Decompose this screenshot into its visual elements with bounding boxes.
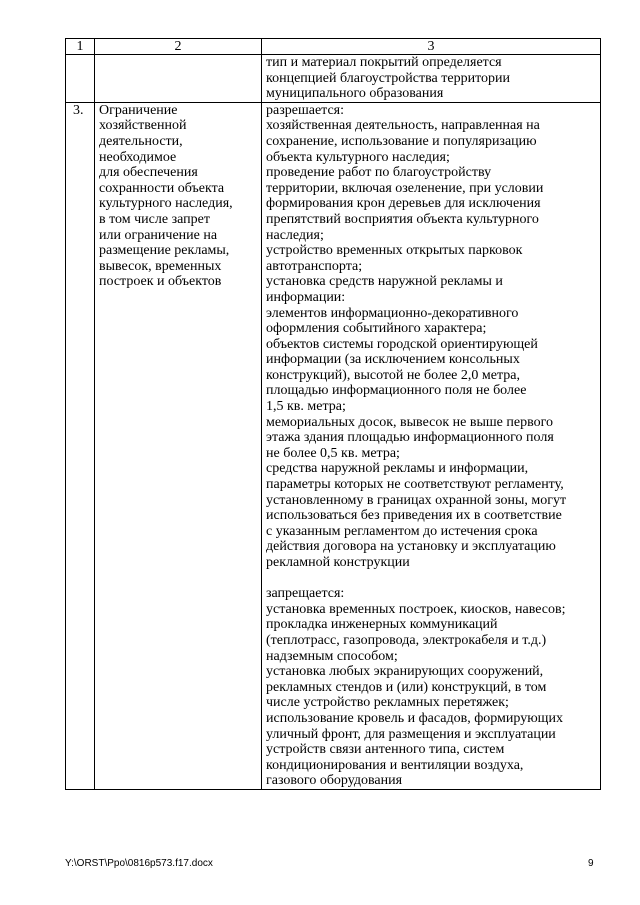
allowed-line: проведение работ по благоустройству: [266, 165, 492, 181]
table-header-row: [66, 39, 601, 55]
restriction-title-cell: [95, 102, 262, 789]
allowed-line: оформления событийного характера;: [266, 321, 487, 337]
title-line: Ограничение: [99, 102, 178, 118]
allowed-line: установка средств наружной рекламы и: [266, 274, 503, 290]
allowed-line: мемориальных досок, вывесок не выше первого: [266, 414, 553, 430]
regulations-table: [65, 38, 601, 790]
allowed-line: разрешается:: [266, 102, 344, 118]
allowed-line: наследия;: [266, 227, 324, 243]
cell-continued-title: [95, 55, 262, 103]
forbidden-line: газового оборудования: [266, 773, 403, 789]
allowed-line: средства наружной рекламы и информации,: [266, 461, 529, 477]
title-line: или ограничение на: [99, 227, 218, 243]
forbidden-line: устройств связи антенного типа, систем: [266, 742, 505, 758]
forbidden-line: рекламных стендов и (или) конструкций, в том: [266, 679, 547, 695]
forbidden-line: запрещается:: [266, 586, 345, 602]
allowed-line: элементов информационно-декоративного: [266, 305, 519, 321]
allowed-line: объекта культурного наследия;: [266, 149, 450, 165]
allowed-line: автотранспорта;: [266, 258, 363, 274]
allowed-section: [266, 103, 596, 571]
forbidden-line: кондиционирования и вентиляции воздуха,: [266, 757, 524, 773]
title-line: в том числе запрет: [99, 211, 210, 227]
allowed-line: конструкций), высотой не более 2,0 метра,: [266, 367, 520, 383]
allowed-line: этажа здания площадью информационного поля: [266, 430, 554, 446]
restriction-title-lines: [99, 103, 257, 290]
allowed-line: объектов системы городской ориентирующей: [266, 336, 538, 352]
restriction-text-cell: [262, 102, 601, 789]
allowed-line: территории, включая озеленение, при условии: [266, 180, 544, 196]
title-line: размещение рекламы,: [99, 243, 230, 259]
header-col-1: 1: [66, 39, 95, 55]
title-line: культурного наследия,: [99, 196, 233, 212]
forbidden-line: установка временных построек, киосков, навесов;: [266, 601, 566, 617]
title-line: построек и объектов: [99, 274, 222, 290]
forbidden-line: использование кровель и фасадов, формирующих: [266, 710, 563, 726]
header-col-3: 3: [262, 39, 601, 55]
table-row-continued: [66, 55, 601, 103]
text-line: концепцией благоустройства территории: [266, 70, 511, 86]
cell-continued-text: [262, 55, 601, 103]
title-line: необходимое: [99, 149, 177, 165]
allowed-line: 1,5 кв. метра;: [266, 399, 346, 415]
allowed-line: сохранение, использование и популяризацию: [266, 133, 537, 149]
allowed-line: с указанным регламентом до истечения срока: [266, 523, 538, 539]
allowed-line: установленному в границах охранной зоны, могут: [266, 492, 567, 508]
forbidden-line: прокладка инженерных коммуникаций: [266, 617, 498, 633]
allowed-line: площадью информационного поля не более: [266, 383, 527, 399]
cell-continued-number: [66, 55, 95, 103]
allowed-line: устройство временных открытых парковок: [266, 243, 523, 259]
forbidden-line: уличный фронт, для размещения и эксплуатации: [266, 726, 556, 742]
forbidden-line: числе устройство рекламных перетяжек;: [266, 695, 509, 711]
title-line: для обеспечения: [99, 165, 198, 181]
text-line: тип и материал покрытий определяется: [266, 55, 502, 70]
table-row-3: [66, 102, 601, 789]
forbidden-line: надземным способом;: [266, 648, 398, 664]
footer-file-path: Y:\ORST\Ppo\0816p573.f17.docx: [65, 858, 213, 869]
forbidden-line: (теплотрасс, газопровода, электрокабеля и т.д.): [266, 632, 547, 648]
header-col-2: 2: [95, 39, 262, 55]
allowed-line: использоваться без приведения их в соответствие: [266, 508, 562, 524]
title-line: деятельности,: [99, 133, 183, 149]
section-gap: [266, 571, 596, 587]
allowed-line: действия договора на установку и эксплуатацию: [266, 539, 556, 555]
allowed-line: информации (за исключением консольных: [266, 352, 520, 368]
allowed-line: не более 0,5 кв. метра;: [266, 445, 400, 461]
allowed-line: информации:: [266, 289, 346, 305]
allowed-line: препятствий восприятия объекта культурного: [266, 211, 539, 227]
allowed-line: параметры которых не соответствуют регламенту,: [266, 477, 564, 493]
allowed-line: формирования крон деревьев для исключения: [266, 196, 541, 212]
continued-text-lines: [266, 55, 596, 102]
title-line: вывесок, временных: [99, 258, 222, 274]
title-line: сохранности объекта: [99, 180, 225, 196]
forbidden-section: [266, 586, 596, 789]
title-line: хозяйственной: [99, 118, 187, 134]
row-number: 3.: [66, 102, 95, 789]
footer-page-number: 9: [588, 858, 594, 869]
allowed-line: хозяйственная деятельность, направленная на: [266, 118, 540, 134]
forbidden-line: установка любых экранирующих сооружений,: [266, 664, 544, 680]
allowed-line: рекламной конструкции: [266, 555, 410, 570]
text-line: муниципального образования: [266, 86, 444, 102]
